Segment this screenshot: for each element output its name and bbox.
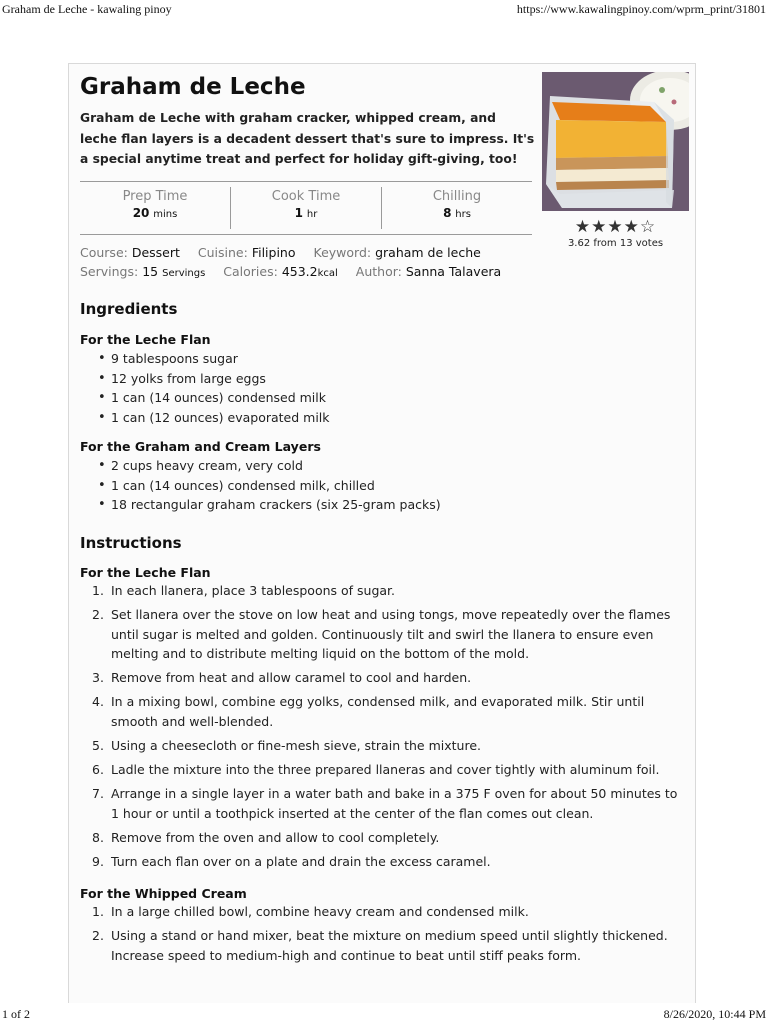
calories-value: 453.2 <box>281 264 318 279</box>
course-value: Dessert <box>131 245 180 260</box>
star-rating-icon[interactable]: ★★★★☆ <box>574 217 657 237</box>
ingredient-item: • 12 yolks from large eggs <box>98 369 330 389</box>
calories-unit: kcal <box>317 268 338 279</box>
ingredient-item: • 1 can (14 ounces) condensed milk <box>98 388 330 408</box>
ingredient-item: • 9 tablespoons sugar <box>98 349 330 369</box>
prep-time-label: Prep Time <box>122 189 188 204</box>
cook-time-label: Cook Time <box>271 189 341 204</box>
course-label: Course: <box>80 245 128 260</box>
servings-unit: Servings <box>162 268 206 279</box>
instruction-step: 9. Turn each flan over on a plate and drain the excess caramel. <box>92 854 491 870</box>
cook-time <box>230 187 381 229</box>
ingredient-group-title: For the Graham and Cream Layers <box>80 439 321 454</box>
instruction-group-title: For the Whipped Cream <box>80 886 247 901</box>
instruction-step: 1. In each llanera, place 3 tablespoons of sugar. <box>92 583 396 598</box>
instruction-step: 1. In a large chilled bowl, combine heavy cream and condensed milk. <box>92 904 529 919</box>
chilling-time <box>381 187 532 229</box>
instruction-step: 2. Using a stand or hand mixer, beat the mixture on medium speed until slightly thickened. Increase speed to medium-high and continue to beat until stiff peaks form. <box>92 928 668 963</box>
author-label: Author: <box>355 264 402 279</box>
instruction-group-title: For the Leche Flan <box>80 565 211 580</box>
ingredient-list <box>98 349 330 427</box>
keyword-value: graham de leche <box>375 245 481 260</box>
servings-value: 15 <box>142 264 159 279</box>
ingredients-heading: Ingredients <box>80 300 178 318</box>
author-value: Sanna Talavera <box>405 264 502 279</box>
instruction-list <box>92 902 687 970</box>
print-header-title: Graham de Leche - kawaling pinoy <box>2 2 172 16</box>
instruction-step: 7. Arrange in a single layer in a water bath and bake in a 375 F oven for about 50 minutes to 1 hour or until a toothpick inserted at the center of the flan comes out clean. <box>92 786 678 821</box>
recipe-summary: Graham de Leche with graham cracker, whipped cream, and leche flan layers is a decadent dessert that's sure to impress. It's a special anytime treat and perfect for holiday gift-giving, too! <box>80 111 535 166</box>
instruction-step: 4. In a mixing bowl, combine egg yolks, condensed milk, and evaporated milk. Stir until smooth and well-blended. <box>92 694 645 730</box>
instruction-step: 2. Set llanera over the stove on low heat and using tongs, move repeatedly over the flames until sugar is melted and golden. Continuously tilt and swirl the llanera to ensure even melting and to distribute melting liquid on the bottom of the mold. <box>92 607 671 662</box>
ingredient-item: • 1 can (14 ounces) condensed milk, chilled <box>98 476 441 496</box>
ingredient-item: • 1 can (12 ounces) evaporated milk <box>98 408 330 428</box>
chilling-time-unit: hrs <box>455 209 471 220</box>
cuisine-label: Cuisine: <box>197 245 248 260</box>
cuisine-value: Filipino <box>251 245 296 260</box>
instruction-step: 5. Using a cheesecloth or fine-mesh sieve, strain the mixture. <box>92 738 481 754</box>
rating-votes: 3.62 from 13 votes <box>567 238 664 249</box>
instruction-list <box>92 581 687 876</box>
recipe-meta <box>80 243 550 283</box>
servings-label: Servings: <box>80 264 139 279</box>
ingredient-group-title: For the Leche Flan <box>80 332 211 347</box>
cook-time-unit: hr <box>306 209 318 220</box>
ingredient-item: • 2 cups heavy cream, very cold <box>98 456 441 476</box>
prep-time-value: 20 <box>132 206 150 220</box>
ingredient-item: • 18 rectangular graham crackers (six 25-gram packs) <box>98 495 441 515</box>
prep-time-unit: mins <box>153 209 178 220</box>
keyword-label: Keyword: <box>313 245 372 260</box>
recipe-photo <box>542 72 689 211</box>
recipe-card <box>68 63 696 1003</box>
cook-time-value: 1 <box>294 206 304 220</box>
print-footer-date: 8/26/2020, 10:44 PM <box>663 1007 766 1021</box>
print-footer-page: 1 of 2 <box>2 1007 30 1021</box>
recipe-times <box>80 181 532 235</box>
instruction-step: 6. Ladle the mixture into the three prepared llaneras and cover tightly with aluminum foil. <box>92 762 660 778</box>
instructions-heading: Instructions <box>80 534 182 552</box>
ingredient-list <box>98 456 441 515</box>
calories-label: Calories: <box>223 264 278 279</box>
recipe-rating <box>542 217 689 249</box>
prep-time <box>80 182 230 234</box>
graham-de-leche-photo <box>542 72 689 211</box>
instruction-step: 3. Remove from heat and allow caramel to cool and harden. <box>92 670 472 686</box>
chilling-time-label: Chilling <box>432 189 482 204</box>
recipe-title: Graham de Leche <box>80 74 306 100</box>
instruction-step: 8. Remove from the oven and allow to cool completely. <box>92 830 440 846</box>
print-header-url: https://www.kawalingpinoy.com/wprm_print/31801 <box>516 2 766 16</box>
chilling-time-value: 8 <box>443 206 452 220</box>
